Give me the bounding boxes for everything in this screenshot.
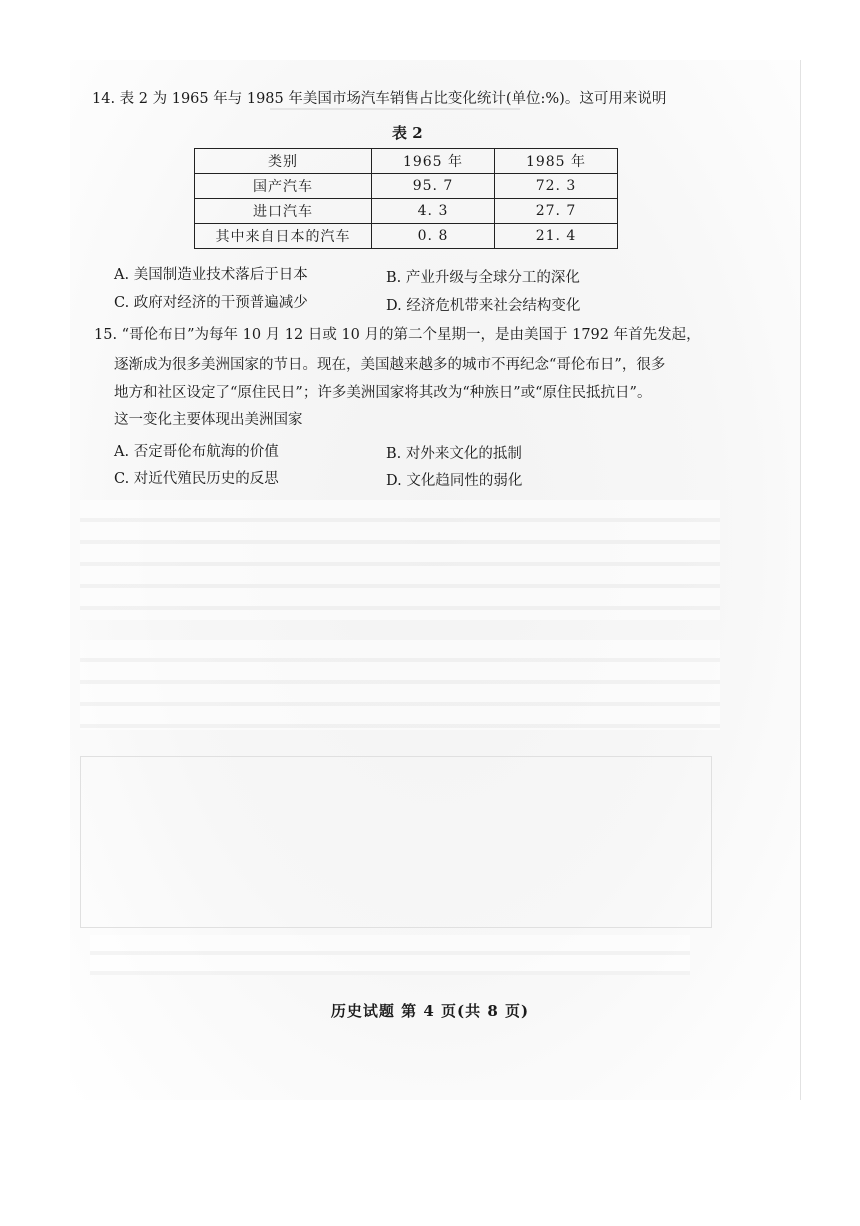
table-row [195,199,618,224]
table-cell: 0. 8 [372,224,495,249]
question-15-line-1: 15. “哥伦布日”为每年 10 月 12 日或 10 月的第二个星期一，是由美国于 1792 年首先发起， [94,327,701,343]
table-cell: 4. 3 [372,199,495,224]
table-cell: 其中来自日本的汽车 [195,224,372,249]
question-15-option-b: B. 对外来文化的抵制 [386,446,522,462]
table-cell: 进口汽车 [195,199,372,224]
table-row [195,174,618,199]
question-14-option-d: D. 经济危机带来社会结构变化 [386,298,581,314]
question-14-option-c: C. 政府对经济的干预普遍减少 [114,295,308,311]
bleed-through-mark [80,640,720,730]
table-caption: 表 2 [392,124,423,142]
bleed-through-mark [90,935,690,975]
table-cell: 72. 3 [495,174,618,199]
table-row [195,224,618,249]
question-14-option-b: B. 产业升级与全球分工的深化 [386,270,580,286]
question-14-stem: 14. 表 2 为 1965 年与 1985 年美国市场汽车销售占比变化统计(单位:%)。这可用来说明 [92,91,667,107]
table-cell: 95. 7 [372,174,495,199]
table-header-cell: 1985 年 [495,149,618,174]
question-15-option-a: A. 否定哥伦布航海的价值 [114,444,279,460]
bleed-through-mark [80,500,720,620]
table-header-cell: 1965 年 [372,149,495,174]
page-footer: 历史试题 第 4 页(共 8 页) [330,1002,530,1020]
table-cell: 21. 4 [495,224,618,249]
question-15-line-3: 地方和社区设定了“原住民日”；许多美洲国家将其改为“种族日”或“原住民抵抗日”。 [114,385,652,401]
question-15-option-c: C. 对近代殖民历史的反思 [114,471,279,487]
sales-share-table [194,148,618,249]
question-15-line-4: 这一变化主要体现出美洲国家 [114,412,303,428]
table-header-cell: 类别 [195,149,372,174]
table-header-row [195,149,618,174]
question-14-option-a: A. 美国制造业技术落后于日本 [114,267,308,283]
question-15-option-d: D. 文化趋同性的弱化 [386,473,523,489]
table-cell: 27. 7 [495,199,618,224]
table-cell: 国产汽车 [195,174,372,199]
bleed-through-table [80,756,712,928]
question-15-line-2: 逐渐成为很多美洲国家的节日。现在，美国越来越多的城市不再纪念“哥伦布日”，很多 [114,357,666,373]
